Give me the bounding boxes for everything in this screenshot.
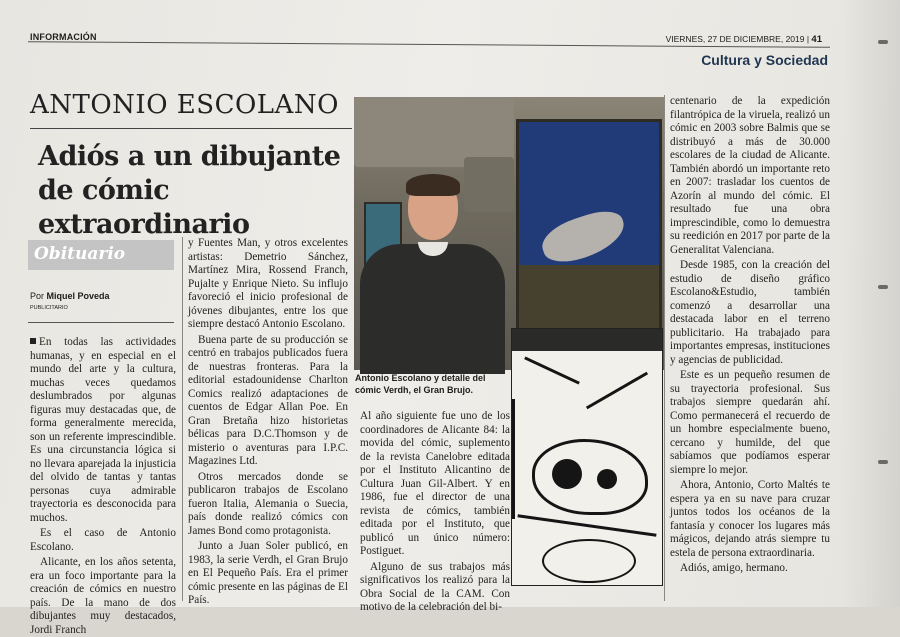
article-column-4: [670, 95, 830, 576]
comic-illustration: [511, 328, 663, 586]
article-headline: Adiós a un dibujante de cómic extraordinario: [38, 141, 341, 240]
article-column-3: [360, 410, 510, 615]
page-number: 41: [811, 34, 822, 45]
page-date: VIERNES, 27 DE DICIEMBRE, 2019 | 41: [665, 34, 822, 45]
paragraph: Desde 1985, con la creación del estudio de diseño gráfico Escolano&Estudio, también comenzó a desarrollar una destacada labor en el terreno publicitario. Ha trabajado para importantes empresas, instituciones y agencias de publicidad.: [670, 259, 830, 366]
paragraph: y Fuentes Man, y otros excelentes artistas: Demetrio Sánchez, Martínez Mira, Rossend Franch, Pujalte y Enrique Nieto. Su influjo favoreció el inicio profesional de jóvenes dibujantes, entre los que siempre destacó Antonio Escolano.: [188, 237, 348, 330]
date-text: VIERNES, 27 DE DICIEMBRE, 2019: [665, 34, 805, 44]
paragraph: [30, 336, 176, 525]
photo-caption: Antonio Escolano y detalle del cómic Verdh, el Gran Brujo.: [355, 373, 486, 395]
paragraph: Junto a Juan Soler publicó, en 1983, la serie Verdh, el Gran Brujo en El Pequeño País. Era el primer cómic presente en las páginas de El País.: [188, 540, 348, 606]
paragraph: centenario de la expedición filantrópica de la viruela, realizó un cómic en 2003 sobre Balmis que se distribuyó a más de 30.000 escolares de la ciudad de Alicante. También abordó un importante reto en 2007: trasladar los cuentos de Azorín al mundo del cómic. El resultado fue una obra imprescindible, como lo demuestra su reedición en 2017 por parte de la Generalitat Valenciana.: [670, 95, 830, 256]
byline: [30, 291, 110, 301]
article-subject-name: ANTONIO ESCOLANO: [30, 90, 339, 120]
binding-mark: [878, 285, 888, 289]
page-edge-shadow: [840, 0, 900, 607]
paragraph: Este es un pequeño resumen de su trayectoria profesional. Sus trabajos siempre quedarán ahí. Como permanecerá el recuerdo de un hombre especialmente bueno, cercano y humilde, del que sabíamos que podíamos esperar siempre lo mejor.: [670, 369, 830, 476]
byline-prefix: Por: [30, 291, 45, 301]
painting: [516, 119, 662, 338]
binding-mark: [878, 460, 888, 464]
kicker-label: Obituario: [34, 244, 126, 264]
byline-rule: [28, 322, 174, 323]
name-rule: [30, 128, 352, 129]
byline-author: Miquel Poveda: [46, 291, 110, 301]
paragraph: Buena parte de su producción se centró en trabajos publicados fuera de nuestras fronteras. Para la editorial estadounidense Charlton Comics realizó adaptaciones de cuentos de Edgar Allan Poe. En Gran Bretaña hizo historietas bélicas para D.C.Thomson y de misterio o aventuras para I.P.C. Magazines Ltd.: [188, 333, 348, 467]
section-title: Cultura y Sociedad: [701, 52, 828, 68]
person-figure: [360, 172, 505, 372]
binding-mark: [878, 40, 888, 44]
column-divider: [182, 237, 183, 601]
column-divider: [664, 95, 665, 601]
paragraph: Adiós, amigo, hermano.: [680, 562, 788, 574]
paragraph: Alicante, en los años setenta, era un foco importante para la creación de cómics en nuestro país. De la mano de dos dibujantes muy destacados, Jordi Franch: [30, 556, 176, 636]
paragraph: Otros mercados donde se publicaron trabajos de Escolano fueron Italia, Alemania o Suecia, país donde realizó cómics con James Bond como protagonista.: [188, 470, 348, 537]
byline-role: PUBLICITARIO: [30, 305, 68, 311]
paragraph-text: En todas las actividades humanas, y en especial en el mundo del arte y la cultura, muchas veces quedamos deslumbrados por algunas figuras muy destacadas que, de forma generalmente merecida, son un referente imprescindible. Es una circunstancia lógica si no llevara aparejada la injusticia del olvido de tantas y tantas personas cuya admirable trayectoria es desconocida para muchos.: [30, 336, 176, 524]
section-label: INFORMACIÓN: [30, 32, 97, 42]
article-column-1: [30, 336, 176, 637]
lead-square-icon: [30, 338, 36, 344]
paragraph: Alguno de sus trabajos más significativos los realizó para la Obra Social de la CAM. Con motivo de la celebración del bi-: [360, 560, 510, 613]
paragraph: Al año siguiente fue uno de los coordinadores de Alicante 84: la movida del cómic, suplemento de la revista Canelobre editada por el Instituto Alicantino de Cultura Juan Gil-Albert. Y en 1986, fue el director de una revista de cómics, también editada por el Instituto, que publicó un único número: Postiguet.: [360, 410, 510, 557]
kicker-box: [28, 240, 174, 270]
paragraph: Es el caso de Antonio Escolano.: [30, 527, 176, 553]
article-column-2: [188, 237, 348, 608]
paragraph: Ahora, Antonio, Corto Maltés te espera ya en su nave para cruzar juntos todos los océanos de la fantasía y conocer los lugares más mágicos, dejando atrás siempre tu estela de persona extraordinaria.: [670, 479, 830, 559]
